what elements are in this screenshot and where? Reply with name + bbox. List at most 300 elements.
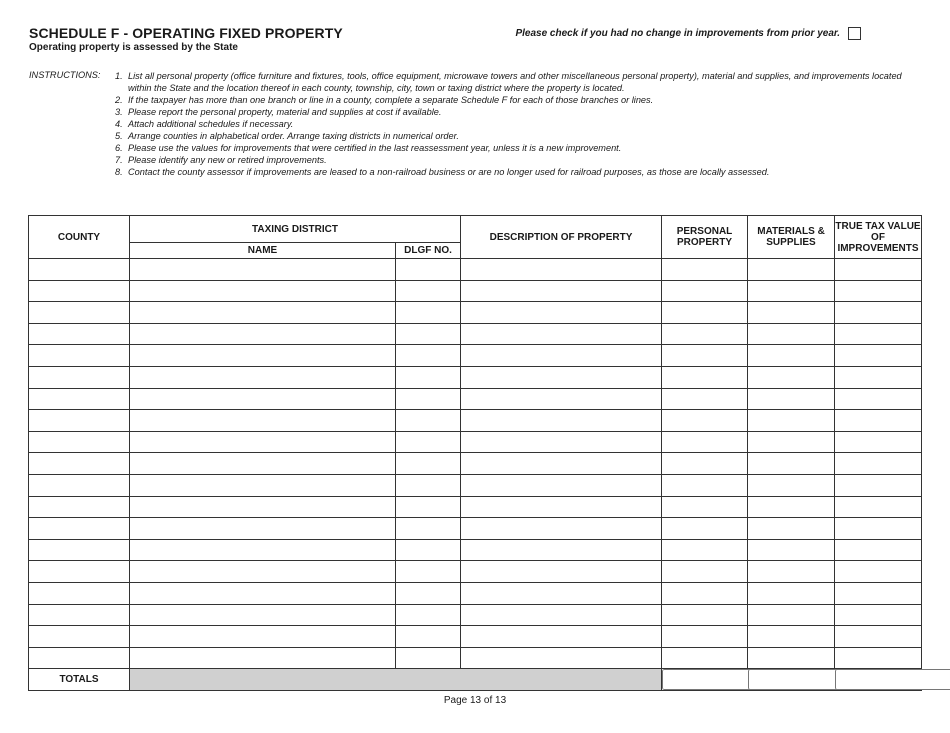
cell-name[interactable]	[130, 366, 396, 388]
description-input[interactable]	[461, 345, 661, 366]
description-input[interactable]	[461, 540, 661, 561]
name-input[interactable]	[130, 367, 395, 388]
cell-true-tax-value[interactable]	[835, 259, 922, 281]
true-tax-value-input[interactable]	[835, 302, 921, 323]
cell-dlgf-no[interactable]	[396, 259, 461, 281]
cell-true-tax-value[interactable]	[835, 302, 922, 324]
name-input[interactable]	[130, 389, 395, 410]
dlgf-no-input[interactable]	[396, 453, 460, 474]
cell-personal-property[interactable]	[662, 431, 748, 453]
dlgf-no-input[interactable]	[396, 281, 460, 302]
cell-true-tax-value[interactable]	[835, 539, 922, 561]
true-tax-value-input[interactable]	[835, 410, 921, 431]
header-materials-supplies: MATERIALS & SUPPLIES	[748, 216, 835, 259]
name-input[interactable]	[130, 281, 395, 302]
instructions-label: INSTRUCTIONS:	[29, 70, 101, 80]
cell-dlgf-no[interactable]	[396, 366, 461, 388]
table-row	[29, 388, 922, 410]
name-input[interactable]	[130, 561, 395, 582]
cell-materials-supplies[interactable]	[748, 647, 835, 669]
cell-materials-supplies[interactable]	[748, 626, 835, 648]
cell-description[interactable]	[461, 561, 662, 583]
cell-county[interactable]	[29, 366, 130, 388]
description-input[interactable]	[461, 302, 661, 323]
true-tax-value-input[interactable]	[835, 626, 921, 647]
materials-supplies-input[interactable]	[748, 345, 834, 366]
personal-property-input[interactable]	[662, 367, 747, 388]
description-input[interactable]	[461, 432, 661, 453]
description-input[interactable]	[461, 389, 661, 410]
materials-supplies-input[interactable]	[748, 410, 834, 431]
dlgf-no-input[interactable]	[396, 345, 460, 366]
cell-county[interactable]	[29, 496, 130, 518]
cell-description[interactable]	[461, 431, 662, 453]
cell-name[interactable]	[130, 280, 396, 302]
county-input[interactable]	[29, 389, 129, 410]
cell-dlgf-no[interactable]	[396, 345, 461, 367]
materials-supplies-input[interactable]	[748, 259, 834, 280]
cell-county[interactable]	[29, 302, 130, 324]
county-input[interactable]	[29, 583, 129, 604]
dlgf-no-input[interactable]	[396, 389, 460, 410]
cell-materials-supplies[interactable]	[748, 496, 835, 518]
true-tax-value-input[interactable]	[835, 475, 921, 496]
personal-property-input[interactable]	[662, 497, 747, 518]
materials-supplies-input[interactable]	[748, 324, 834, 345]
header-dlgf-no: DLGF NO.	[396, 243, 461, 259]
true-tax-value-input[interactable]	[835, 605, 921, 626]
cell-true-tax-value[interactable]	[835, 474, 922, 496]
name-input[interactable]	[130, 302, 395, 323]
instructions-list	[115, 70, 915, 178]
cell-personal-property[interactable]	[662, 388, 748, 410]
dlgf-no-input[interactable]	[396, 626, 460, 647]
dlgf-no-input[interactable]	[396, 432, 460, 453]
cell-personal-property[interactable]	[662, 539, 748, 561]
cell-materials-supplies[interactable]	[748, 280, 835, 302]
cell-dlgf-no[interactable]	[396, 626, 461, 648]
cell-materials-supplies[interactable]	[748, 582, 835, 604]
dlgf-no-input[interactable]	[396, 648, 460, 669]
table-row	[29, 539, 922, 561]
table-row	[29, 345, 922, 367]
true-tax-value-input[interactable]	[835, 259, 921, 280]
name-input[interactable]	[130, 648, 395, 669]
cell-county[interactable]	[29, 345, 130, 367]
cell-name[interactable]	[130, 604, 396, 626]
true-tax-value-input[interactable]	[835, 648, 921, 669]
materials-supplies-input[interactable]	[748, 561, 834, 582]
county-input[interactable]	[29, 259, 129, 280]
cell-name[interactable]	[130, 410, 396, 432]
cell-dlgf-no[interactable]	[396, 431, 461, 453]
name-input[interactable]	[130, 605, 395, 626]
description-input[interactable]	[461, 324, 661, 345]
cell-materials-supplies[interactable]	[748, 474, 835, 496]
cell-personal-property[interactable]	[662, 647, 748, 669]
name-input[interactable]	[130, 475, 395, 496]
cell-county[interactable]	[29, 474, 130, 496]
instruction-text: Attach additional schedules if necessary.	[128, 119, 294, 129]
totals-personal-property[interactable]	[662, 669, 748, 691]
cell-dlgf-no[interactable]	[396, 539, 461, 561]
materials-supplies-input[interactable]	[748, 475, 834, 496]
cell-county[interactable]	[29, 582, 130, 604]
name-input[interactable]	[130, 626, 395, 647]
cell-personal-property[interactable]	[662, 582, 748, 604]
materials-supplies-input[interactable]	[748, 518, 834, 539]
materials-supplies-input[interactable]	[748, 605, 834, 626]
county-input[interactable]	[29, 648, 129, 669]
instruction-item	[115, 130, 915, 142]
cell-dlgf-no[interactable]	[396, 410, 461, 432]
table-row	[29, 323, 922, 345]
cell-description[interactable]	[461, 345, 662, 367]
true-tax-value-input[interactable]	[835, 583, 921, 604]
table-row	[29, 582, 922, 604]
cell-name[interactable]	[130, 474, 396, 496]
cell-personal-property[interactable]	[662, 561, 748, 583]
instruction-number: 1.	[115, 71, 123, 81]
cell-dlgf-no[interactable]	[396, 582, 461, 604]
county-input[interactable]	[29, 605, 129, 626]
cell-personal-property[interactable]	[662, 626, 748, 648]
cell-description[interactable]	[461, 539, 662, 561]
county-input[interactable]	[29, 453, 129, 474]
cell-personal-property[interactable]	[662, 410, 748, 432]
cell-county[interactable]	[29, 604, 130, 626]
description-input[interactable]	[461, 281, 661, 302]
instruction-text: Contact the county assessor if improvements are leased to a non-railroad business or are no longer used for railroad purposes, as those are locally assessed.	[128, 167, 770, 177]
cell-dlgf-no[interactable]	[396, 453, 461, 475]
personal-property-input[interactable]	[662, 410, 747, 431]
cell-materials-supplies[interactable]	[748, 388, 835, 410]
cell-true-tax-value[interactable]	[835, 345, 922, 367]
cell-description[interactable]	[461, 453, 662, 475]
materials-supplies-input[interactable]	[748, 497, 834, 518]
dlgf-no-input[interactable]	[396, 302, 460, 323]
cell-name[interactable]	[130, 453, 396, 475]
personal-property-input[interactable]	[662, 345, 747, 366]
dlgf-no-input[interactable]	[396, 367, 460, 388]
county-input[interactable]	[29, 626, 129, 647]
dlgf-no-input[interactable]	[396, 475, 460, 496]
cell-personal-property[interactable]	[662, 496, 748, 518]
cell-personal-property[interactable]	[662, 453, 748, 475]
county-input[interactable]	[29, 345, 129, 366]
cell-description[interactable]	[461, 474, 662, 496]
totals-row	[29, 669, 922, 691]
personal-property-input[interactable]	[662, 626, 747, 647]
cell-name[interactable]	[130, 647, 396, 669]
cell-description[interactable]	[461, 604, 662, 626]
materials-supplies-input[interactable]	[748, 281, 834, 302]
cell-name[interactable]	[130, 323, 396, 345]
cell-personal-property[interactable]	[662, 259, 748, 281]
instruction-item	[115, 154, 915, 166]
cell-dlgf-no[interactable]	[396, 561, 461, 583]
cell-dlgf-no[interactable]	[396, 647, 461, 669]
cell-county[interactable]	[29, 626, 130, 648]
county-input[interactable]	[29, 497, 129, 518]
cell-name[interactable]	[130, 626, 396, 648]
cell-true-tax-value[interactable]	[835, 626, 922, 648]
description-input[interactable]	[461, 410, 661, 431]
table-row	[29, 647, 922, 669]
cell-county[interactable]	[29, 561, 130, 583]
name-input[interactable]	[130, 540, 395, 561]
cell-true-tax-value[interactable]	[835, 582, 922, 604]
instruction-text: Please use the values for improvements that were certified in the last reassessment year, unless it is a new improvement.	[128, 143, 622, 153]
cell-name[interactable]	[130, 302, 396, 324]
instruction-text: Please identify any new or retired improvements.	[128, 155, 327, 165]
cell-county[interactable]	[29, 388, 130, 410]
cell-description[interactable]	[461, 302, 662, 324]
description-input[interactable]	[461, 497, 661, 518]
dlgf-no-input[interactable]	[396, 259, 460, 280]
cell-name[interactable]	[130, 582, 396, 604]
cell-description[interactable]	[461, 626, 662, 648]
county-input[interactable]	[29, 410, 129, 431]
table-row	[29, 302, 922, 324]
cell-dlgf-no[interactable]	[396, 474, 461, 496]
cell-materials-supplies[interactable]	[748, 539, 835, 561]
cell-county[interactable]	[29, 280, 130, 302]
totals-true-tax-value[interactable]	[835, 669, 922, 691]
personal-property-input[interactable]	[662, 432, 747, 453]
cell-county[interactable]	[29, 539, 130, 561]
header-name: NAME	[130, 243, 396, 259]
materials-supplies-input[interactable]	[748, 583, 834, 604]
table-row	[29, 474, 922, 496]
cell-name[interactable]	[130, 539, 396, 561]
cell-true-tax-value[interactable]	[835, 410, 922, 432]
cell-description[interactable]	[461, 280, 662, 302]
cell-personal-property[interactable]	[662, 280, 748, 302]
dlgf-no-input[interactable]	[396, 540, 460, 561]
cell-materials-supplies[interactable]	[748, 323, 835, 345]
cell-county[interactable]	[29, 410, 130, 432]
cell-materials-supplies[interactable]	[748, 259, 835, 281]
totals-label: TOTALS	[29, 669, 130, 691]
materials-supplies-input[interactable]	[748, 432, 834, 453]
county-input[interactable]	[29, 281, 129, 302]
county-input[interactable]	[29, 324, 129, 345]
personal-property-input[interactable]	[662, 561, 747, 582]
cell-personal-property[interactable]	[662, 323, 748, 345]
cell-materials-supplies[interactable]	[748, 302, 835, 324]
cell-name[interactable]	[130, 518, 396, 540]
dlgf-no-input[interactable]	[396, 583, 460, 604]
dlgf-no-input[interactable]	[396, 561, 460, 582]
cell-materials-supplies[interactable]	[748, 604, 835, 626]
cell-personal-property[interactable]	[662, 604, 748, 626]
cell-materials-supplies[interactable]	[748, 453, 835, 475]
cell-personal-property[interactable]	[662, 518, 748, 540]
cell-description[interactable]	[461, 496, 662, 518]
cell-county[interactable]	[29, 647, 130, 669]
cell-description[interactable]	[461, 388, 662, 410]
true-tax-value-input[interactable]	[835, 497, 921, 518]
cell-personal-property[interactable]	[662, 345, 748, 367]
cell-personal-property[interactable]	[662, 474, 748, 496]
dlgf-no-input[interactable]	[396, 518, 460, 539]
name-input[interactable]	[130, 497, 395, 518]
county-input[interactable]	[29, 561, 129, 582]
cell-name[interactable]	[130, 259, 396, 281]
cell-true-tax-value[interactable]	[835, 388, 922, 410]
county-input[interactable]	[29, 475, 129, 496]
cell-county[interactable]	[29, 453, 130, 475]
instruction-number: 7.	[115, 155, 123, 165]
table-body	[29, 259, 922, 669]
personal-property-input[interactable]	[662, 605, 747, 626]
dlgf-no-input[interactable]	[396, 497, 460, 518]
cell-dlgf-no[interactable]	[396, 518, 461, 540]
cell-materials-supplies[interactable]	[748, 345, 835, 367]
description-input[interactable]	[461, 367, 661, 388]
cell-true-tax-value[interactable]	[835, 323, 922, 345]
cell-description[interactable]	[461, 410, 662, 432]
description-input[interactable]	[461, 518, 661, 539]
name-input[interactable]	[130, 324, 395, 345]
cell-description[interactable]	[461, 582, 662, 604]
name-input[interactable]	[130, 518, 395, 539]
cell-true-tax-value[interactable]	[835, 366, 922, 388]
cell-name[interactable]	[130, 561, 396, 583]
cell-true-tax-value[interactable]	[835, 431, 922, 453]
description-input[interactable]	[461, 605, 661, 626]
dlgf-no-input[interactable]	[396, 324, 460, 345]
cell-true-tax-value[interactable]	[835, 453, 922, 475]
dlgf-no-input[interactable]	[396, 410, 460, 431]
cell-dlgf-no[interactable]	[396, 388, 461, 410]
true-tax-value-input[interactable]	[835, 453, 921, 474]
county-input[interactable]	[29, 540, 129, 561]
personal-property-input[interactable]	[662, 475, 747, 496]
county-input[interactable]	[29, 518, 129, 539]
materials-supplies-input[interactable]	[748, 648, 834, 669]
personal-property-input[interactable]	[662, 453, 747, 474]
materials-supplies-input[interactable]	[748, 389, 834, 410]
totals-true-tax-value-input[interactable]	[835, 669, 950, 690]
description-input[interactable]	[461, 626, 661, 647]
cell-name[interactable]	[130, 431, 396, 453]
no-change-checkbox[interactable]	[848, 27, 861, 40]
cell-county[interactable]	[29, 259, 130, 281]
name-input[interactable]	[130, 432, 395, 453]
cell-name[interactable]	[130, 388, 396, 410]
true-tax-value-input[interactable]	[835, 432, 921, 453]
cell-name[interactable]	[130, 496, 396, 518]
cell-true-tax-value[interactable]	[835, 561, 922, 583]
cell-description[interactable]	[461, 323, 662, 345]
materials-supplies-input[interactable]	[748, 540, 834, 561]
cell-true-tax-value[interactable]	[835, 604, 922, 626]
personal-property-input[interactable]	[662, 648, 747, 669]
description-input[interactable]	[461, 453, 661, 474]
cell-dlgf-no[interactable]	[396, 280, 461, 302]
cell-personal-property[interactable]	[662, 366, 748, 388]
description-input[interactable]	[461, 561, 661, 582]
true-tax-value-input[interactable]	[835, 367, 921, 388]
cell-name[interactable]	[130, 345, 396, 367]
cell-true-tax-value[interactable]	[835, 518, 922, 540]
cell-true-tax-value[interactable]	[835, 280, 922, 302]
cell-description[interactable]	[461, 366, 662, 388]
cell-materials-supplies[interactable]	[748, 366, 835, 388]
description-input[interactable]	[461, 648, 661, 669]
county-input[interactable]	[29, 432, 129, 453]
cell-dlgf-no[interactable]	[396, 323, 461, 345]
personal-property-input[interactable]	[662, 324, 747, 345]
cell-true-tax-value[interactable]	[835, 647, 922, 669]
cell-dlgf-no[interactable]	[396, 604, 461, 626]
cell-county[interactable]	[29, 431, 130, 453]
true-tax-value-input[interactable]	[835, 281, 921, 302]
description-input[interactable]	[461, 475, 661, 496]
materials-supplies-input[interactable]	[748, 626, 834, 647]
instruction-item	[115, 118, 915, 130]
cell-description[interactable]	[461, 647, 662, 669]
cell-dlgf-no[interactable]	[396, 496, 461, 518]
personal-property-input[interactable]	[662, 281, 747, 302]
materials-supplies-input[interactable]	[748, 302, 834, 323]
true-tax-value-input[interactable]	[835, 324, 921, 345]
instruction-number: 8.	[115, 167, 123, 177]
cell-materials-supplies[interactable]	[748, 431, 835, 453]
cell-personal-property[interactable]	[662, 302, 748, 324]
description-input[interactable]	[461, 583, 661, 604]
totals-materials-supplies[interactable]	[748, 669, 835, 691]
instruction-number: 4.	[115, 119, 123, 129]
cell-materials-supplies[interactable]	[748, 561, 835, 583]
cell-dlgf-no[interactable]	[396, 302, 461, 324]
materials-supplies-input[interactable]	[748, 453, 834, 474]
cell-description[interactable]	[461, 518, 662, 540]
true-tax-value-input[interactable]	[835, 540, 921, 561]
personal-property-input[interactable]	[662, 389, 747, 410]
name-input[interactable]	[130, 583, 395, 604]
personal-property-input[interactable]	[662, 518, 747, 539]
cell-true-tax-value[interactable]	[835, 496, 922, 518]
true-tax-value-input[interactable]	[835, 518, 921, 539]
materials-supplies-input[interactable]	[748, 367, 834, 388]
cell-materials-supplies[interactable]	[748, 518, 835, 540]
cell-county[interactable]	[29, 518, 130, 540]
cell-description[interactable]	[461, 259, 662, 281]
cell-county[interactable]	[29, 323, 130, 345]
name-input[interactable]	[130, 410, 395, 431]
header-taxing-district: TAXING DISTRICT	[130, 216, 461, 243]
name-input[interactable]	[130, 259, 395, 280]
true-tax-value-input[interactable]	[835, 389, 921, 410]
personal-property-input[interactable]	[662, 302, 747, 323]
true-tax-value-input[interactable]	[835, 561, 921, 582]
name-input[interactable]	[130, 345, 395, 366]
description-input[interactable]	[461, 259, 661, 280]
totals-shaded-area	[130, 669, 662, 691]
county-input[interactable]	[29, 302, 129, 323]
true-tax-value-input[interactable]	[835, 345, 921, 366]
personal-property-input[interactable]	[662, 259, 747, 280]
county-input[interactable]	[29, 367, 129, 388]
personal-property-input[interactable]	[662, 583, 747, 604]
name-input[interactable]	[130, 453, 395, 474]
personal-property-input[interactable]	[662, 540, 747, 561]
dlgf-no-input[interactable]	[396, 605, 460, 626]
cell-materials-supplies[interactable]	[748, 410, 835, 432]
